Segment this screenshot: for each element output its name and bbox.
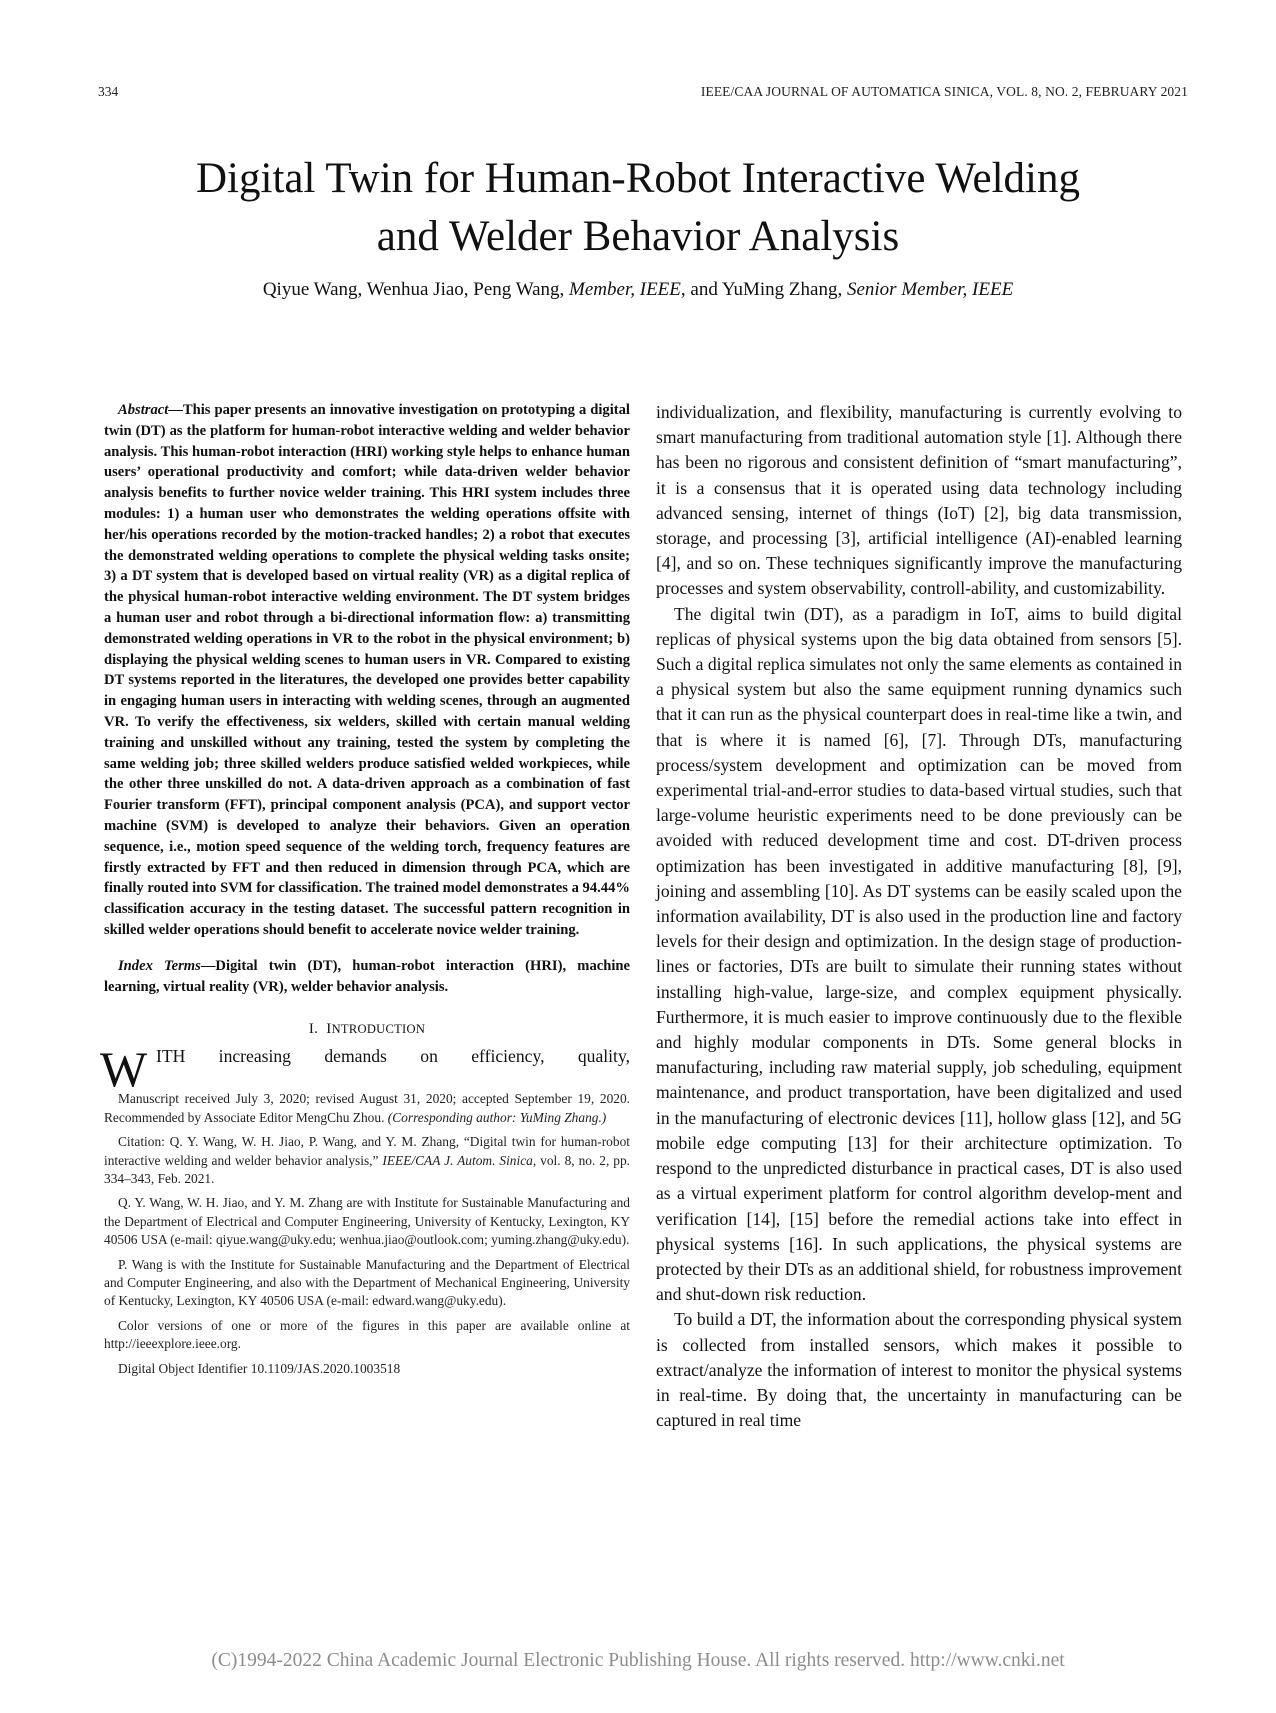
page-number: 334 — [98, 84, 119, 99]
intro-first-line-text: ITH increasing demands on efficiency, quality, — [156, 1046, 630, 1067]
index-terms-label: Index Terms — [118, 957, 201, 974]
copyright-watermark: (C)1994-2022 China Academic Journal Electronic Publishing House. All rights reserved. http://www.cnki.net — [211, 1650, 1065, 1671]
section-heading-introduction — [104, 1021, 630, 1038]
authors-part-1: Qiyue Wang, Wenhua Jiao, Peng Wang, — [262, 279, 570, 300]
footnote-received-text: Manuscript received July 3, 2020; revised August 31, 2020; accepted September 19, 2020. Recommended by Associate Editor MengChu Zhou. — [104, 1091, 630, 1125]
intro-first-line — [100, 1041, 630, 1098]
title-line-2: and Welder Behavior Analysis — [376, 213, 900, 260]
section-title-rest: NTRODUCTION — [331, 1022, 426, 1037]
title-line-1: Digital Twin for Human-Robot Interactive Welding — [196, 155, 1080, 202]
footnote-citation-b: , vol. 8, no. 2, pp. 334–343, Feb. 2021. — [104, 1152, 630, 1186]
left-column — [100, 400, 630, 1384]
footnote-citation — [104, 1133, 630, 1188]
author-list — [60, 279, 1216, 301]
footnote-color-versions: Color versions of one or more of the figures in this paper are available online at http://ieeexplore.ieee.org. — [104, 1317, 630, 1352]
footnote-affiliation-1: Q. Y. Wang, W. H. Jiao, and Y. M. Zhang are with Institute for Sustainable Manufacturing and the Department of Electrical and Computer Engineering, University of Kentucky, Lexington, KY 40506 USA (e-mail: qiyue.wang@uky.edu; wenhua.jiao@outlook.com; yuming.zhang@uky.edu). — [104, 1195, 630, 1248]
footnote-corresponding: (Corresponding author: YuMing Zhang.) — [387, 1109, 607, 1125]
intro-paragraph-3: To build a DT, the information about the corresponding physical system is collected from installed sensors, which makes it possible to extract/analyze the information of interest to monitor the physical systems in real-time. By doing that, the uncertainty in manufacturing can be captured in real time — [656, 1309, 1182, 1431]
footnote-citation-a: Citation: Q. Y. Wang, W. H. Jiao, P. Wang, and Y. M. Zhang, “Digital twin for human-robot interactive welding and welder behavior analysis,” — [104, 1134, 630, 1168]
author-senior-membership: Senior Member, IEEE — [846, 279, 1014, 300]
section-number: I. — [308, 1021, 319, 1038]
footnotes — [104, 1090, 630, 1378]
drop-cap: W — [100, 1041, 148, 1098]
right-column — [656, 400, 1182, 1433]
abstract-text: —This paper presents an innovative investigation on prototyping a digital twin (DT) as the platform for human-robot interactive welding and welder behavior analysis. This human-robot interaction (HRI) working style helps to enhance human users’ operational productivity and comfort; while data-driven welder behavior analysis benefits to further novice welder training. This HRI system includes three modules: 1) a human user who demonstrates the welding operations offsite with her/his operations recorded by the motion-tracked handles; 2) a robot that executes the demonstrated welding operations to complete the physical welding tasks onsite; 3) a DT system that is developed based on virtual reality (VR) as a digital replica of the physical human-robot interactive welding environment. The DT system bridges a human user and robot through a bi-directional information flow: a) transmitting demonstrated welding operations in VR to the robot in the physical environment; b) displaying the physical welding scenes to human users in VR. Compared to existing DT systems reported in the literatures, the developed one provides better capability in engaging human users in interacting with welding scenes, through an augmented VR. To verify the effectiveness, six welders, skilled with certain manual welding training and unskilled without any training, tested the system by completing the same welding job; three skilled welders produce satisfied welded workpieces, while the other three unskilled do not. A data-driven approach as a combination of fast Fourier transform (FFT), principal component analysis (PCA), and support vector machine (SVM) is developed to analyze their behaviors. Given an operation sequence, i.e., motion speed sequence of the welding torch, frequency features are firstly extracted by FFT and then reduced in dimension through PCA, which are finally routed into SVM for classification. The trained model demonstrates a 94.44% classification accuracy in the testing dataset. The successful pattern recognition in skilled welder operations should benefit to accelerate novice welder training. — [104, 402, 630, 938]
footnote-doi: Digital Object Identifier 10.1109/JAS.2020.1003518 — [118, 1360, 401, 1376]
paper-title — [60, 150, 1216, 266]
authors-part-2: , and YuMing Zhang, — [680, 279, 847, 300]
footnote-received — [104, 1090, 630, 1127]
abstract-label: Abstract — [118, 402, 169, 418]
intro-paragraph-1: individualization, and flexibility, manufacturing is currently evolving to smart manufacturing from traditional automation style [1]. Although there has been no rigorous and consistent definition of “smart manufacturing”, it is a consensus that it is operated using data technology including advanced sensing, internet of things (IoT) [2], big data transmission, storage, and processing [3], artificial intelligence (AI)-enabled learning [4], and so on. These techniques significantly improve the manufacturing processes and system observability, controll-ability, and customizability. — [656, 402, 1182, 599]
journal-name: IEEE/CAA JOURNAL OF AUTOMATICA SINICA, VOL. 8, NO. 2, FEBRUARY 2021 — [700, 84, 1188, 99]
section-initial: I — [326, 1021, 332, 1038]
index-terms-text: —Digital twin (DT), human-robot interaction (HRI), machine learning, virtual reality (VR), welder behavior analysis. — [104, 957, 630, 995]
footnote-citation-journal: IEEE/CAA J. Autom. Sinica — [382, 1152, 533, 1168]
author-membership: Member, IEEE — [569, 279, 681, 300]
intro-paragraph-2: The digital twin (DT), as a paradigm in IoT, aims to build digital replicas of physical systems upon the big data obtained from sensors [5]. Such a digital replica simulates not only the same elements as contained in a physical system but also the same equipment running dynamics such that it can run as the physical counterpart does in real-time like a twin, and that is where it is named [6], [7]. Through DTs, manufacturing process/system development and optimization can be moved from experimental trial-and-error studies to data-based virtual studies, such that large-volume heuristic experiments need to be done previously can be avoided with reduced development time and cost. DT-driven process optimization has been investigated in additive manufacturing [8], [9], joining and assembling [10]. As DT systems can be easily scaled upon the information availability, DT is also used in the production line and factory levels for their design and optimization. In the design stage of production-lines or factories, DTs are built to simulate their running states without installing high-value, large-size, and complex equipment physically. Furthermore, it is much easier to improve continuously due to the flexible and highly modular components in DTs. Some general blocks in manufacturing, including raw material supply, job scheduling, equipment maintenance, and product transportation, have been digitalized and used in the manufacturing of electronic devices [11], hollow glass [12], and 5G mobile edge computing [13] for their architecture optimization. To respond to the unpredicted disturbance in practical cases, DT is also used as a virtual experiment platform for control algorithm develop-ment and verification [14], [15] before the remedial actions take into effect in physical systems [16]. In such applications, the physical systems are protected by their DTs as an additional shield, for robustness improvement and shut-down risk reduction. — [656, 603, 1182, 1305]
abstract — [104, 400, 630, 941]
index-terms — [104, 956, 630, 998]
footnote-affiliation-2: P. Wang is with the Institute for Sustainable Manufacturing and the Department of Electrical and Computer Engineering, and also with the Department of Mechanical Engineering, University of Kentucky, Lexington, KY 40506 USA (e-mail: edward.wang@uky.edu). — [104, 1256, 630, 1309]
